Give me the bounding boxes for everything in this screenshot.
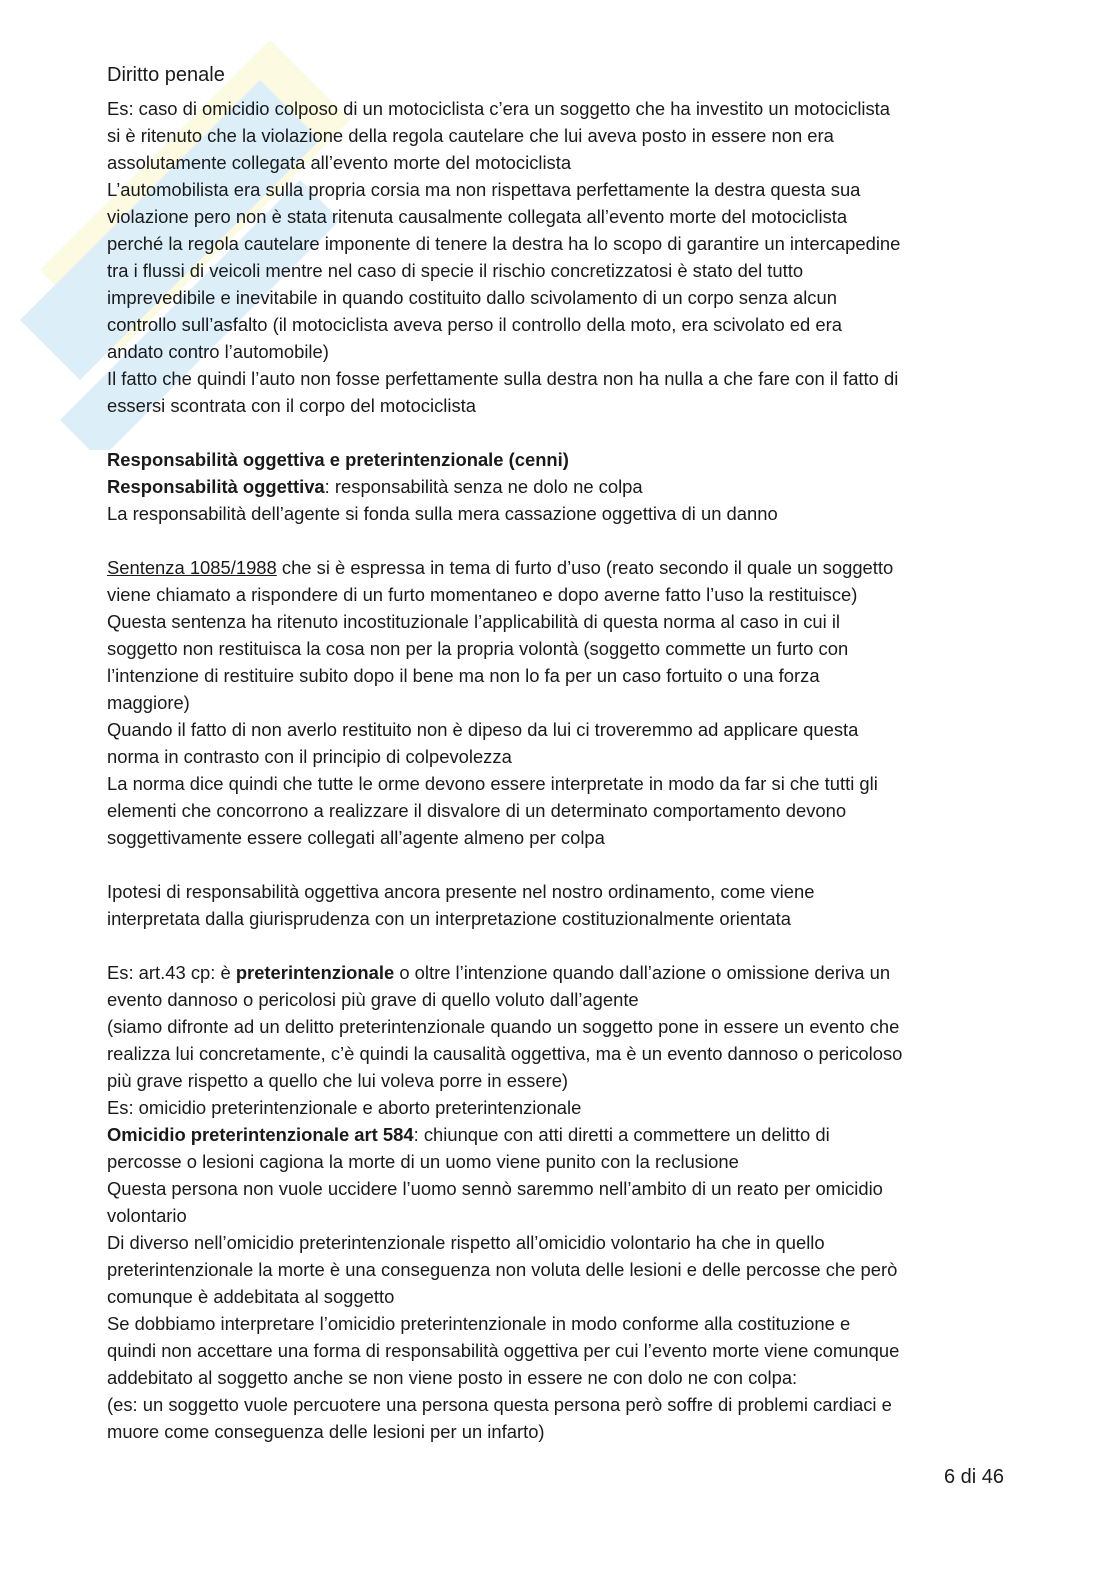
text-line: Quando il fatto di non averlo restituito non è dipeso da lui ci troveremmo ad applicare questa <box>107 719 859 740</box>
text-line: violazione pero non è stata ritenuta causalmente collegata all’evento morte del motociclista <box>107 206 848 227</box>
page-number: 6 di 46 <box>943 1466 1004 1488</box>
text-line: essersi scontrata con il corpo del motociclista <box>107 395 476 416</box>
text-line: Questa persona non vuole uccidere l’uomo sennò saremmo nell’ambito di un reato per omicidio <box>107 1178 883 1199</box>
text-line: comunque è addebitata al soggetto <box>107 1286 395 1307</box>
text-line: elementi che concorrono a realizzare il disvalore di un determinato comportamento devono <box>107 800 847 821</box>
text-line: (es: un soggetto vuole percuotere una persona questa persona però soffre di problemi cardiaci e <box>107 1394 892 1415</box>
text-line: maggiore) <box>107 692 190 713</box>
term-bold: Responsabilità oggettiva <box>107 476 325 497</box>
text-line: volontario <box>107 1205 187 1226</box>
text-line: l’intenzione di restituire subito dopo il bene ma non lo fa per un caso fortuito o una forza <box>107 665 820 686</box>
text-line: percosse o lesioni cagiona la morte di un uomo viene punito con la reclusione <box>107 1151 739 1172</box>
text-line: Di diverso nell’omicidio preterintenzionale rispetto all’omicidio volontario ha che in quello <box>107 1232 825 1253</box>
text-line: L’automobilista era sulla propria corsia ma non rispettava perfettamente la destra questa sua <box>107 179 861 200</box>
text-line: assolutamente collegata all’evento morte del motociclista <box>107 152 572 173</box>
text-line: muore come conseguenza delle lesioni per un infarto) <box>107 1421 545 1442</box>
text-line: interpretata dalla giurisprudenza con un interpretazione costituzionalmente orientata <box>107 908 791 929</box>
text-line: La norma dice quindi che tutte le orme devono essere interpretate in modo da far si che tutti gli <box>107 773 878 794</box>
text-line: Responsabilità oggettiva: responsabilità senza ne dolo ne colpa <box>107 476 643 497</box>
text-line: Es: caso di omicidio colposo di un motociclista c’era un soggetto che ha investito un motociclista <box>107 98 891 119</box>
page-title: Diritto penale <box>107 64 225 86</box>
term-bold: Omicidio preterintenzionale art 584 <box>107 1124 414 1145</box>
text-line: realizza lui concretamente, c’è quindi la causalità oggettiva, ma è un evento dannoso o pericoloso <box>107 1043 903 1064</box>
text-line: Il fatto che quindi l’auto non fosse perfettamente sulla destra non ha nulla a che fare con il fatto di <box>107 368 899 389</box>
text-line: andato contro l’automobile) <box>107 341 329 362</box>
text-line: imprevedibile e inevitabile in quando costituito dallo scivolamento di un corpo senza alcun <box>107 287 837 308</box>
text-line: controllo sull’asfalto (il motociclista aveva perso il controllo della moto, era scivolato ed era <box>107 314 842 335</box>
text-line: addebitato al soggetto anche se non viene posto in essere ne con dolo ne con colpa: <box>107 1367 798 1388</box>
text-line: La responsabilità dell’agente si fonda sulla mera cassazione oggettiva di un danno <box>107 503 778 524</box>
text-line: Es: art.43 cp: è preterintenzionale o oltre l’intenzione quando dall’azione o omissione deriva un <box>107 962 891 983</box>
text-line: Questa sentenza ha ritenuto incostituzionale l’applicabilità di questa norma al caso in cui il <box>107 611 840 632</box>
text-line: Se dobbiamo interpretare l’omicidio preterintenzionale in modo conforme alla costituzione e <box>107 1313 851 1334</box>
text-line: Omicidio preterintenzionale art 584: chiunque con atti diretti a commettere un delitto di <box>107 1124 830 1145</box>
section-heading: Responsabilità oggettiva e preterintenzionale (cenni) <box>107 449 569 470</box>
text-line: si è ritenuto che la violazione della regola cautelare che lui aveva posto in essere non era <box>107 125 834 146</box>
text-line: soggettivamente essere collegati all’agente almeno per colpa <box>107 827 605 848</box>
document-body <box>107 62 1012 1445</box>
text-line: viene chiamato a rispondere di un furto momentaneo e dopo averne fatto l’uso la restituisce) <box>107 584 858 605</box>
text-line: Es: omicidio preterintenzionale e aborto preterintenzionale <box>107 1097 582 1118</box>
text-line: evento dannoso o pericolosi più grave di quello voluto dall’agente <box>107 989 639 1010</box>
text-line: perché la regola cautelare imponente di tenere la destra ha lo scopo di garantire un intercapedine <box>107 233 901 254</box>
text-line: quindi non accettare una forma di responsabilità oggettiva per cui l’evento morte viene comunque <box>107 1340 900 1361</box>
text-line: soggetto non restituisca la cosa non per la propria volontà (soggetto commette un furto con <box>107 638 849 659</box>
term-bold: preterintenzionale <box>235 962 395 983</box>
text-line: (siamo difronte ad un delitto preterintenzionale quando un soggetto pone in essere un evento che <box>107 1016 900 1037</box>
sentence-reference: Sentenza 1085/1988 <box>107 557 277 578</box>
text-line: Sentenza 1085/1988 che si è espressa in tema di furto d’uso (reato secondo il quale un soggetto <box>107 557 894 578</box>
text-line: norma in contrasto con il principio di colpevolezza <box>107 746 512 767</box>
text-line: tra i flussi di veicoli mentre nel caso di specie il rischio concretizzatosi è stato del tutto <box>107 260 804 281</box>
text-line: più grave rispetto a quello che lui voleva porre in essere) <box>107 1070 569 1091</box>
text-line: Ipotesi di responsabilità oggettiva ancora presente nel nostro ordinamento, come viene <box>107 881 815 902</box>
text-line: preterintenzionale la morte è una conseguenza non voluta delle lesioni e delle percosse che però <box>107 1259 898 1280</box>
